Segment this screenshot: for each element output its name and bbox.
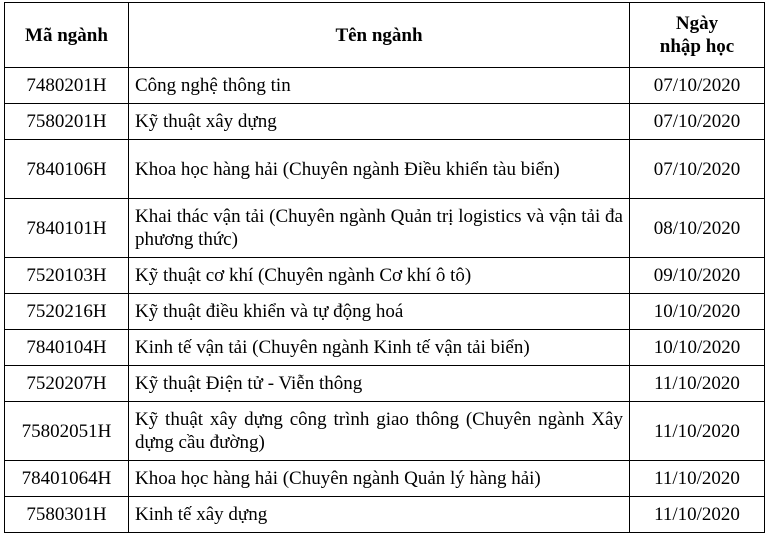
table-row <box>5 330 765 366</box>
table-row <box>5 294 765 330</box>
row-date: 11/10/2020 <box>630 497 765 533</box>
row-name: Kinh tế vận tải (Chuyên ngành Kinh tế vận tải biển) <box>129 330 630 366</box>
row-name: Khai thác vận tải (Chuyên ngành Quản trị logistics và vận tải đa phương thức) <box>129 199 630 258</box>
row-name: Kỹ thuật Điện tử - Viễn thông <box>129 366 630 402</box>
row-code: 7480201H <box>5 68 129 104</box>
table-row <box>5 258 765 294</box>
row-name: Kỹ thuật xây dựng công trình giao thông (Chuyên ngành Xây dựng cầu đường) <box>129 402 630 461</box>
row-date: 07/10/2020 <box>630 68 765 104</box>
row-name: Công nghệ thông tin <box>129 68 630 104</box>
header-date-line1: Ngày <box>675 13 719 34</box>
row-name: Kỹ thuật cơ khí (Chuyên ngành Cơ khí ô tô) <box>129 258 630 294</box>
row-name: Khoa học hàng hải (Chuyên ngành Điều khiển tàu biển) <box>129 140 630 199</box>
row-code: 78401064H <box>5 461 129 497</box>
row-code: 7520103H <box>5 258 129 294</box>
row-name: Kỹ thuật điều khiển và tự động hoá <box>129 294 630 330</box>
row-date: 11/10/2020 <box>630 461 765 497</box>
table-row <box>5 402 765 461</box>
table-row <box>5 366 765 402</box>
row-date: 07/10/2020 <box>630 104 765 140</box>
table-row <box>5 68 765 104</box>
row-code: 7840104H <box>5 330 129 366</box>
row-name: Kỹ thuật xây dựng <box>129 104 630 140</box>
row-date: 07/10/2020 <box>630 140 765 199</box>
row-code: 7520207H <box>5 366 129 402</box>
row-name: Khoa học hàng hải (Chuyên ngành Quản lý hàng hải) <box>129 461 630 497</box>
header-date <box>630 3 765 68</box>
row-date: 10/10/2020 <box>630 294 765 330</box>
row-date: 09/10/2020 <box>630 258 765 294</box>
row-date: 10/10/2020 <box>630 330 765 366</box>
table-row <box>5 140 765 199</box>
table-row <box>5 461 765 497</box>
table-row <box>5 104 765 140</box>
row-date: 11/10/2020 <box>630 366 765 402</box>
header-code: Mã ngành <box>5 3 129 68</box>
row-code: 7580301H <box>5 497 129 533</box>
row-name: Kinh tế xây dựng <box>129 497 630 533</box>
row-code: 7840106H <box>5 140 129 199</box>
table-header-row <box>5 3 765 68</box>
row-code: 7580201H <box>5 104 129 140</box>
row-date: 08/10/2020 <box>630 199 765 258</box>
row-code: 7520216H <box>5 294 129 330</box>
row-code: 75802051H <box>5 402 129 461</box>
admission-schedule-table <box>4 2 765 533</box>
header-date-line2: nhập học <box>659 36 735 57</box>
table-row <box>5 497 765 533</box>
row-code: 7840101H <box>5 199 129 258</box>
table-row <box>5 199 765 258</box>
header-name: Tên ngành <box>129 3 630 68</box>
row-date: 11/10/2020 <box>630 402 765 461</box>
